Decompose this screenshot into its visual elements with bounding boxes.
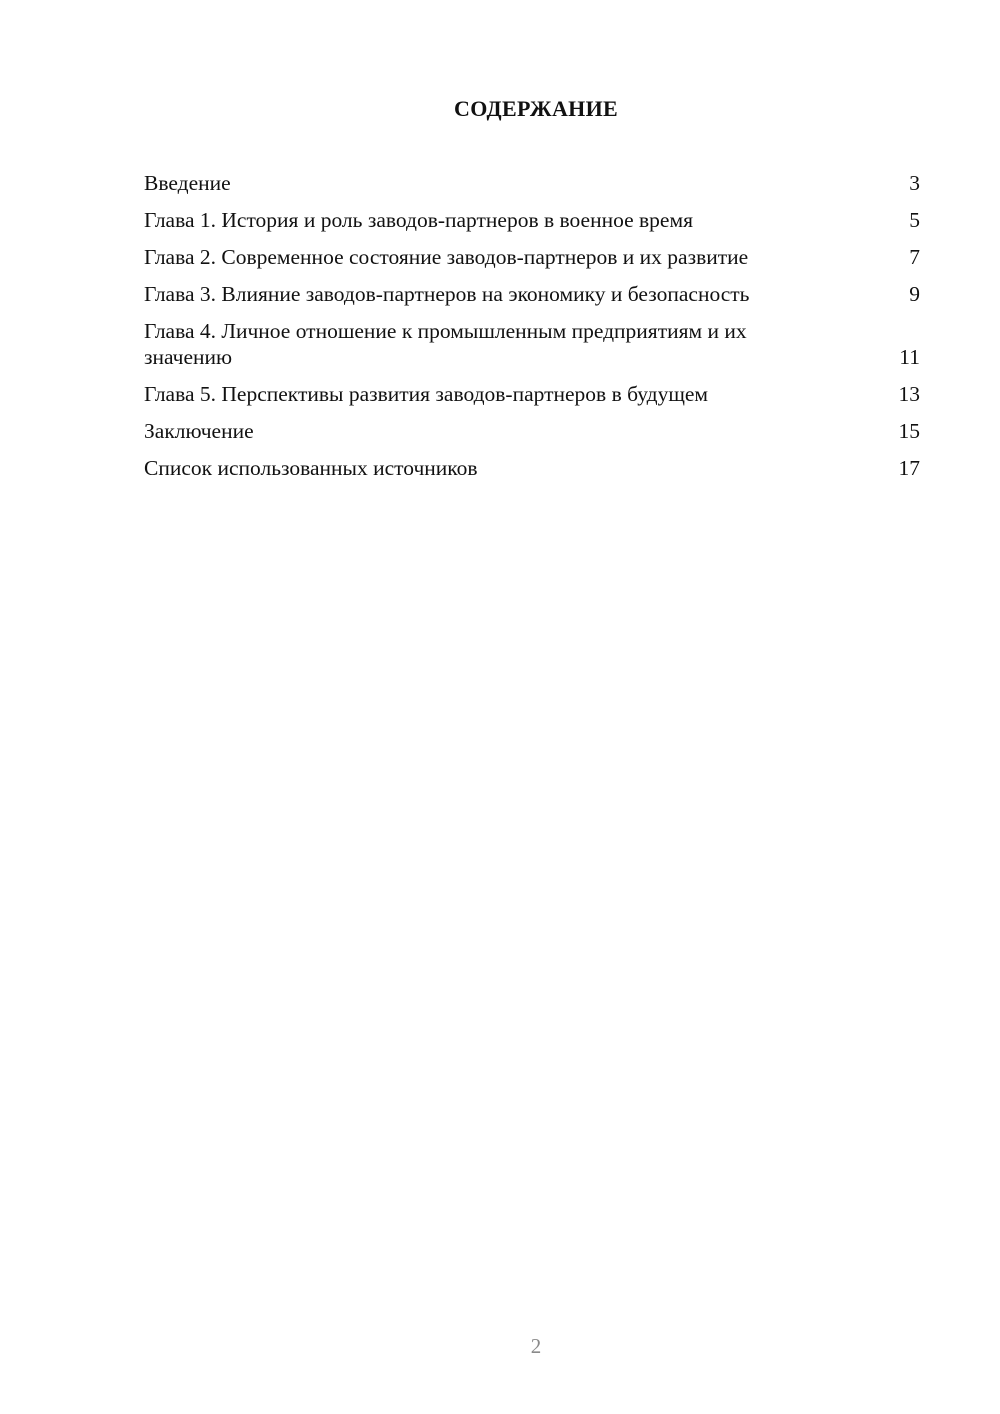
toc-entry-chapter-2 [144,244,920,270]
toc-entry-page: 7 [909,245,920,269]
toc-entry-page: 5 [909,208,920,232]
toc-entry-introduction [144,170,920,196]
table-of-contents [144,170,920,492]
page-number: 2 [530,1334,542,1358]
toc-entry-label: Глава 1. История и роль заводов-партнеров в военное время [144,208,693,232]
toc-entry-label: Глава 3. Влияние заводов-партнеров на экономику и безопасность [144,282,750,306]
toc-entry-page: 13 [898,382,920,406]
toc-entry-page: 17 [898,456,920,480]
toc-entry-label: Глава 5. Перспективы развития заводов-партнеров в будущем [144,382,709,406]
toc-entry-chapter-4 [144,318,920,370]
page-title: СОДЕРЖАНИЕ [454,96,618,121]
toc-entry-references [144,455,920,481]
toc-entry-page: 9 [909,282,920,306]
toc-entry-label: Глава 2. Современное состояние заводов-партнеров и их развитие [144,245,749,269]
toc-entry-chapter-5 [144,381,920,407]
toc-entry-chapter-3 [144,281,920,307]
toc-entry-page: 3 [909,171,920,195]
toc-entry-page: 11 [899,345,920,369]
toc-entry-label: Введение [144,171,231,195]
toc-entry-label: Заключение [144,419,254,443]
toc-entry-label: Глава 4. Личное отношение к промышленным предприятиям и их значению [144,319,747,369]
toc-entry-conclusion [144,418,920,444]
toc-entry-label: Список использованных источников [144,456,478,480]
toc-entry-chapter-1 [144,207,920,233]
toc-entry-page: 15 [898,419,920,443]
